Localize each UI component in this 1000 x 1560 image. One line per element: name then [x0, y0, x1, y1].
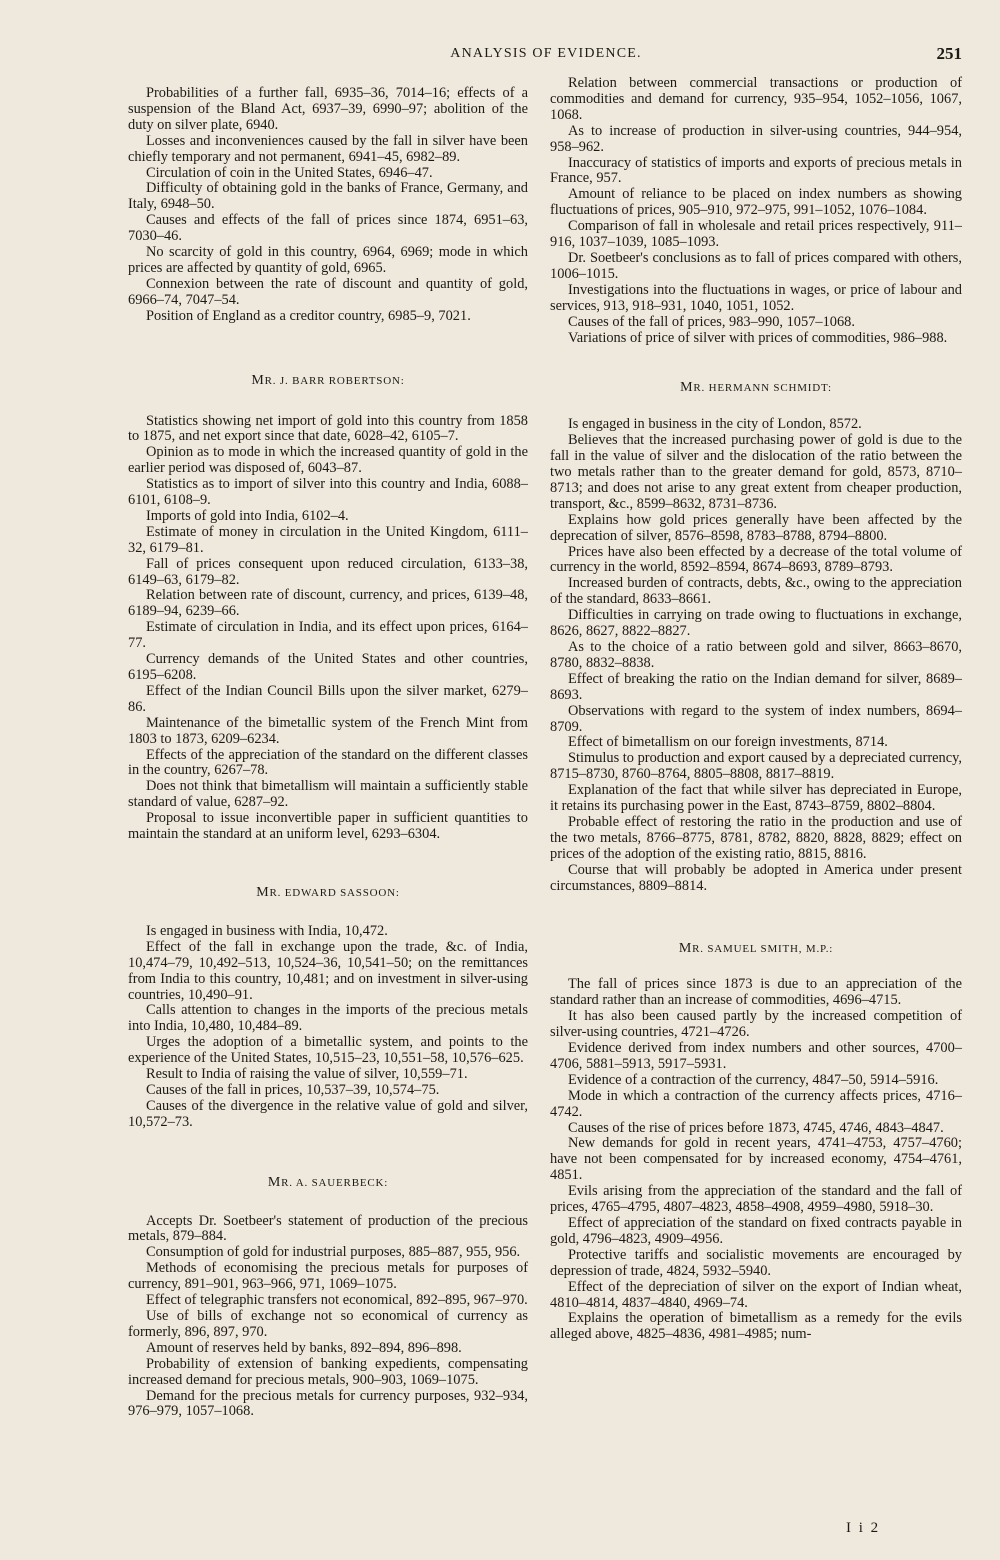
index-entry: Position of England as a creditor country, 6985–9, 7021.: [146, 307, 471, 324]
index-entry: Estimate of circulation in India, and its effect upon prices, 6164–77.: [128, 619, 528, 652]
heading-prefix: M: [267, 1174, 282, 1190]
index-entry: Use of bills of exchange not so economical of currency as formerly, 896, 897, 970.: [128, 1308, 528, 1340]
index-entry: Effect of breaking the ratio on the Indian demand for silver, 8689–8693.: [550, 670, 962, 703]
index-entry: Causes of the rise of prices before 1873, 4745, 4746, 4843–4847.: [568, 1119, 944, 1136]
index-entry: Difficulty of obtaining gold in the banks of France, Germany, and Italy, 6948–50.: [128, 180, 528, 213]
index-entry: Probability of extension of banking expedients, compensating increased demand for precious metals, 900–903, 1069–1075.: [128, 1355, 528, 1388]
index-entry: Effect of the fall in exchange upon the trade, &c. of India, 10,474–79, 10,492–513, 10,524–36, 10,541–50; on the remittances from India to this country, 10,481; and on investment in silver-using countries, 10,490–91.: [128, 938, 528, 1003]
index-entry: Amount of reserves held by banks, 892–894, 896–898.: [146, 1339, 462, 1356]
index-entry: Probabilities of a further fall, 6935–36, 7014–16; effects of a suspension of the Bland Act, 6937–39, 6990–97; abolition of the duty on silver plate, 6940.: [128, 85, 528, 133]
index-entry: Evidence derived from index numbers and other sources, 4700–4706, 5881–5913, 5917–5931.: [550, 1040, 962, 1072]
section-heading-schmidt: [550, 380, 962, 397]
index-entry: Demand for the precious metals for currency purposes, 932–934, 976–979, 1057–1068.: [128, 1387, 528, 1420]
sauerbeck-entries: [128, 1214, 528, 1421]
index-entry: As to increase of production in silver-using countries, 944–954, 958–962.: [550, 122, 962, 155]
section-heading-sassoon: [128, 885, 528, 902]
index-entry: Explanation of the fact that while silver has depreciated in Europe, it retains its purchasing power in the East, 8743–8759, 8802–8804.: [550, 782, 962, 815]
index-entry: Effect of bimetallism on our foreign investments, 8714.: [568, 734, 888, 751]
heading-prefix: M: [251, 372, 265, 388]
index-entry: Stimulus to production and export caused by a depreciated currency, 8715–8730, 8760–8764, 8805–8808, 8817–8819.: [550, 750, 962, 783]
page-number: 251: [936, 44, 962, 63]
heading-text: R. A. SAUERBECK:: [281, 1176, 389, 1189]
index-entry: Consumption of gold for industrial purposes, 885–887, 955, 956.: [146, 1244, 521, 1261]
index-entry: Amount of reliance to be placed on index numbers as showing fluctuations of prices, 905–910, 972–975, 991–1052, 1076–1084.: [550, 186, 962, 219]
intro-entries: [128, 86, 528, 325]
index-entry: Currency demands of the United States and other countries, 6195–6208.: [128, 651, 528, 683]
index-entry: Relation between commercial transactions or production of commodities and demand for currency, 935–954, 1052–1056, 1067, 1068.: [550, 75, 962, 123]
index-entry: Connexion between the rate of discount and quantity of gold, 6966–74, 7047–54.: [128, 275, 528, 308]
index-entry: Effects of the appreciation of the standard on the different classes in the country, 6267–78.: [128, 746, 528, 779]
index-entry: Probable effect of restoring the ratio in the production and use of the two metals, 8766–8775, 8781, 8782, 8820, 8828, 8829; effect on prices of the adoption of the existing ratio, 8815, 8816.: [550, 813, 962, 862]
index-entry: Opinion as to mode in which the increased quantity of gold in the earlier period was disposed of, 6043–87.: [128, 444, 528, 477]
index-entry: Observations with regard to the system of index numbers, 8694–8709.: [550, 702, 962, 735]
robertson-entries: [128, 414, 528, 843]
section-heading-sauerbeck: [128, 1175, 528, 1192]
index-entry: The fall of prices since 1873 is due to an appreciation of the standard rather than an increase of commodities, 4696–4715.: [550, 976, 962, 1009]
smith-entries: [550, 977, 962, 1343]
index-entry: Losses and inconveniences caused by the fall in silver have been chiefly temporary and not permanent, 6941–45, 6982–89.: [128, 132, 528, 165]
index-entry: Calls attention to changes in the imports of the precious metals into India, 10,480, 10,484–89.: [128, 1002, 528, 1035]
index-entry: Course that will probably be adopted in America under present circumstances, 8809–8814.: [550, 861, 962, 894]
heading-text: R. HERMANN SCHMIDT:: [693, 382, 832, 395]
index-entry: Fall of prices consequent upon reduced circulation, 6133–38, 6149–63, 6179–82.: [128, 555, 528, 588]
index-entry: Methods of economising the precious metals for purposes of currency, 891–901, 963–966, 971, 1069–1075.: [128, 1260, 528, 1293]
index-entry: Effect of the Indian Council Bills upon the silver market, 6279–86.: [128, 682, 528, 715]
index-entry: Statistics as to import of silver into this country and India, 6088–6101, 6108–9.: [128, 476, 528, 509]
index-entry: Estimate of money in circulation in the United Kingdom, 6111–32, 6179–81.: [128, 523, 528, 556]
index-entry: Explains how gold prices generally have been affected by the deprecation of silver, 8576–8598, 8783–8788, 8794–8800.: [550, 511, 962, 544]
index-entry: Causes of the fall of prices, 983–990, 1057–1068.: [568, 313, 855, 330]
heading-prefix: M: [678, 940, 693, 956]
index-entry: As to the choice of a ratio between gold and silver, 8663–8670, 8780, 8832–8838.: [550, 639, 962, 671]
index-entry: Comparison of fall in wholesale and retail prices respectively, 911–916, 1037–1039, 1085–1093.: [550, 218, 962, 251]
right-column: [550, 76, 962, 1343]
index-entry: Imports of gold into India, 6102–4.: [146, 507, 349, 524]
index-entry: Difficulties in carrying on trade owing to fluctuations in exchange, 8626, 8627, 8822–8827.: [550, 607, 962, 640]
heading-prefix: M: [256, 884, 270, 900]
index-entry: Does not think that bimetallism will maintain a sufficiently stable standard of value, 6287–92.: [128, 778, 528, 811]
schmidt-entries: [550, 417, 962, 894]
index-entry: Urges the adoption of a bimetallic system, and points to the experience of the United States, 10,515–23, 10,551–58, 10,576–625.: [128, 1034, 528, 1067]
sauerbeck-continued-entries: [550, 76, 962, 346]
section-heading-smith: [550, 941, 962, 958]
index-entry: Is engaged in business in the city of London, 8572.: [568, 416, 862, 433]
index-entry: Increased burden of contracts, debts, &c., owing to the appreciation of the standard, 8633–8661.: [550, 575, 962, 608]
section-heading-robertson: [128, 373, 528, 390]
index-entry: Causes and effects of the fall of prices since 1874, 6951–63, 7030–46.: [128, 212, 528, 245]
running-head: ANALYSIS OF EVIDENCE.: [450, 46, 642, 61]
left-column: [128, 86, 528, 1420]
index-entry: Believes that the increased purchasing power of gold is due to the fall in the value of silver and the dislocation of the ratio between the two metals rather than to the greater demand for gold, 8573, 8710–8713; and does not arise to any great extent from cheaper production, transport, &c., 8599–8632, 8731–8736.: [550, 432, 962, 512]
index-entry: Accepts Dr. Soetbeer's statement of production of the precious metals, 879–884.: [128, 1212, 528, 1245]
index-entry: Variations of price of silver with prices of commodities, 986–988.: [568, 329, 948, 346]
index-entry: Inaccuracy of statistics of imports and exports of precious metals in France, 957.: [550, 154, 962, 187]
index-entry: Investigations into the fluctuations in wages, or price of labour and services, 913, 918–931, 1040, 1051, 1052.: [550, 281, 962, 314]
sassoon-entries: [128, 924, 528, 1131]
index-entry: Explains the operation of bimetallism as a remedy for the evils alleged above, 4825–4836, 4981–4985; num-: [550, 1310, 962, 1343]
index-entry: No scarcity of gold in this country, 6964, 6969; mode in which prices are affected by quantity of gold, 6965.: [128, 244, 528, 276]
index-entry: Is engaged in business with India, 10,472.: [146, 922, 388, 939]
heading-text: R. SAMUEL SMITH, M.P.:: [692, 942, 834, 955]
index-entry: Statistics showing net import of gold into this country from 1858 to 1875, and net export since that date, 6028–42, 6105–7.: [128, 412, 528, 445]
index-entry: Relation between rate of discount, currency, and prices, 6139–48, 6189–94, 6239–66.: [128, 587, 528, 620]
index-entry: Causes of the fall in prices, 10,537–39, 10,574–75.: [146, 1081, 440, 1098]
index-entry: Proposal to issue inconvertible paper in sufficient quantities to maintain the standard at an uniform level, 6293–6304.: [128, 810, 528, 843]
index-entry: Result to India of raising the value of silver, 10,559–71.: [146, 1066, 468, 1083]
heading-prefix: M: [680, 380, 694, 396]
index-entry: Effect of telegraphic transfers not economical, 892–895, 967–970.: [146, 1292, 528, 1309]
index-entry: Effect of appreciation of the standard on fixed contracts payable in gold, 4796–4823, 4909–4956.: [550, 1215, 962, 1247]
heading-text: R. J. BARR ROBERTSON:: [264, 374, 405, 387]
index-entry: Maintenance of the bimetallic system of the French Mint from 1803 to 1873, 6209–6234.: [128, 714, 528, 747]
index-entry: Circulation of coin in the United States, 6946–47.: [146, 164, 433, 181]
index-entry: Evils arising from the appreciation of the standard and the fall of prices, 4765–4795, 4807–4823, 4858–4908, 4959–4980, 5918–30.: [550, 1183, 962, 1216]
signature-mark: I i 2: [846, 1520, 881, 1536]
index-entry: Prices have also been effected by a decrease of the total volume of currency in the world, 8592–8594, 8674–8693, 8789–8793.: [550, 543, 962, 576]
index-entry: Mode in which a contraction of the currency affects prices, 4716–4742.: [550, 1087, 962, 1120]
page-header: [130, 44, 962, 70]
index-entry: Evidence of a contraction of the currency, 4847–50, 5914–5916.: [568, 1071, 939, 1088]
index-entry: Dr. Soetbeer's conclusions as to fall of prices compared with others, 1006–1015.: [550, 249, 962, 282]
heading-text: R. EDWARD SASSOON:: [269, 886, 400, 899]
index-entry: Protective tariffs and socialistic movements are encouraged by depression of trade, 4824, 5932–5940.: [550, 1246, 962, 1279]
index-entry: Effect of the depreciation of silver on the export of Indian wheat, 4810–4814, 4837–4840, 4969–74.: [550, 1278, 962, 1311]
index-entry: New demands for gold in recent years, 4741–4753, 4757–4760; have not been compensated for by increased economy, 4754–4761, 4851.: [550, 1135, 962, 1184]
index-entry: It has also been caused partly by the increased competition of silver-using countries, 4721–4726.: [550, 1008, 962, 1041]
index-entry: Causes of the divergence in the relative value of gold and silver, 10,572–73.: [128, 1097, 528, 1130]
